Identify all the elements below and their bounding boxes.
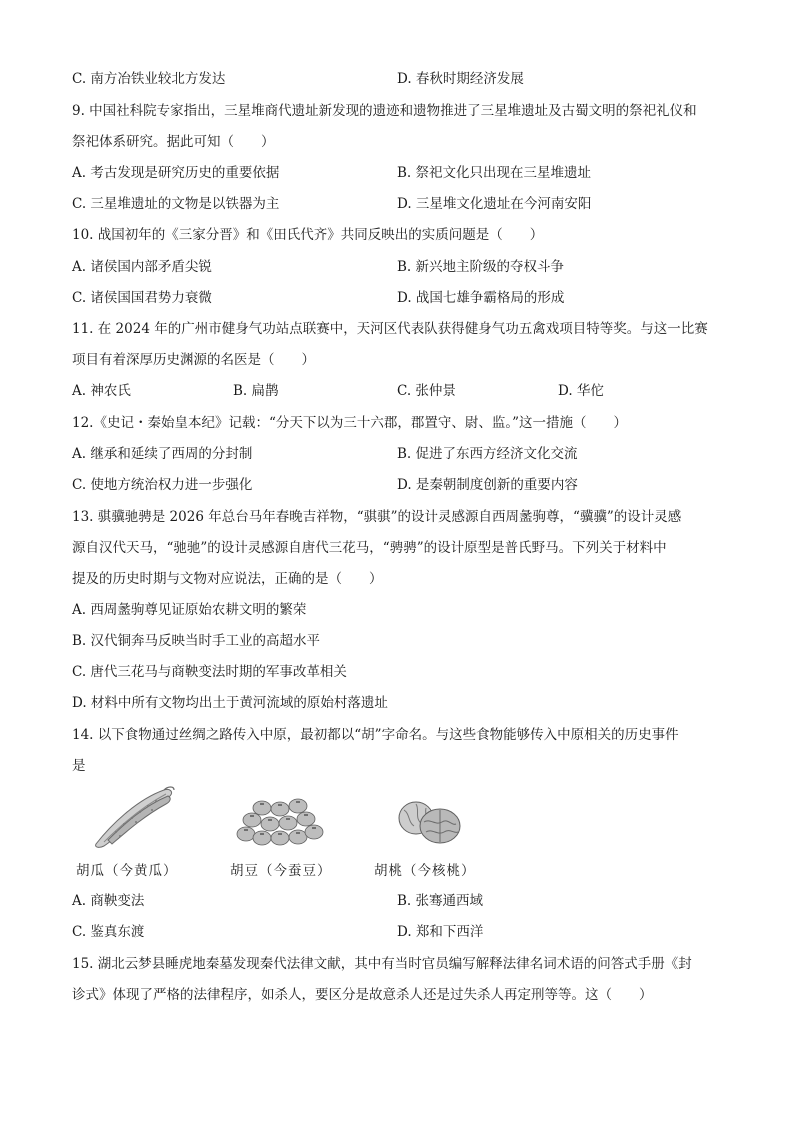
q10-option-d: D. 战国七雄争霸格局的形成: [397, 290, 565, 306]
q12-option-d: D. 是秦朝制度创新的重要内容: [397, 477, 578, 493]
q11-option-c: C. 张仲景: [397, 383, 456, 399]
walnut-image: [394, 796, 464, 846]
q11-stem-line2: 项目有着深厚历史渊源的名医是（ ）: [72, 352, 315, 368]
q10-stem: 10. 战国初年的《三家分晋》和《田氏代齐》共同反映出的实质问题是（ ）: [72, 227, 544, 243]
q12-option-b: B. 促进了东西方经济文化交流: [397, 446, 578, 462]
q11-stem-line1: 11. 在 2024 年的广州市健身气功站点联赛中，天河区代表队获得健身气功五禽戏项目特等奖。与这一比赛: [72, 321, 708, 337]
q8-option-d: D. 春秋时期经济发展: [397, 71, 524, 87]
q8-option-c: C. 南方冶铁业较北方发达: [72, 71, 226, 87]
q14-stem-line2: 是: [72, 758, 86, 774]
q14-option-a: A. 商鞅变法: [72, 893, 145, 909]
q14-option-b: B. 张骞通西域: [397, 893, 484, 909]
q13-option-d: D. 材料中所有文物均出土于黄河流域的原始村落遗址: [72, 695, 388, 711]
q13-stem-line2: 源自汉代天马，“驰驰”的设计灵感源自唐代三花马，“骋骋”的设计原型是普氏野马。下列关于材料中: [72, 540, 667, 556]
q15-stem-line2: 诊式》体现了严格的法律程序，如杀人，要区分是故意杀人还是过失杀人再定刑等等。这（ ）: [72, 987, 653, 1003]
q13-option-a: A. 西周盠驹尊见证原始农耕文明的繁荣: [72, 602, 307, 618]
q13-stem-line3: 提及的历史时期与文物对应说法，正确的是（ ）: [72, 571, 383, 587]
q9-stem-line2: 祭祀体系研究。据此可知（ ）: [72, 134, 275, 150]
q9-stem-line1: 9. 中国社科院专家指出，三星堆商代遗址新发现的遗迹和遗物推进了三星堆遗址及古蜀文明的祭祀礼仪和: [72, 103, 697, 119]
q13-option-b: B. 汉代铜奔马反映当时手工业的高超水平: [72, 633, 321, 649]
walnut-caption: 胡桃（今核桃）: [374, 863, 476, 879]
broad-bean-image: [232, 794, 328, 848]
q12-option-c: C. 使地方统治权力进一步强化: [72, 477, 253, 493]
q9-option-a: A. 考古发现是研究历史的重要依据: [72, 165, 280, 181]
q14-option-c: C. 鉴真东渡: [72, 924, 145, 940]
cucumber-caption: 胡瓜（今黄瓜）: [76, 863, 178, 879]
q11-option-a: A. 神农氏: [72, 383, 131, 399]
q10-option-a: A. 诸侯国内部矛盾尖锐: [72, 259, 212, 275]
q9-option-c: C. 三星堆遗址的文物是以铁器为主: [72, 196, 280, 212]
q15-stem-line1: 15. 湖北云梦县睡虎地秦墓发现秦代法律文献，其中有当时官员编写解释法律名词术语的问答式手册《封: [72, 956, 692, 972]
q11-option-d: D. 华佗: [558, 383, 604, 399]
q13-option-c: C. 唐代三花马与商鞅变法时期的军事改革相关: [72, 664, 347, 680]
q9-option-b: B. 祭祀文化只出现在三星堆遗址: [397, 165, 592, 181]
broad-bean-caption: 胡豆（今蚕豆）: [230, 863, 332, 879]
q13-stem-line1: 13. 骐骥驰骋是 2026 年总台马年春晚吉祥物，“骐骐”的设计灵感源自西周盠驹尊，“骥骥”的设计灵感: [72, 509, 682, 525]
q9-option-d: D. 三星堆文化遗址在今河南安阳: [397, 196, 592, 212]
q10-option-b: B. 新兴地主阶级的夺权斗争: [397, 259, 565, 275]
q14-stem-line1: 14. 以下食物通过丝绸之路传入中原，最初都以“胡”字命名。与这些食物能够传入中原相关的历史事件: [72, 727, 679, 743]
q14-option-d: D. 郑和下西洋: [397, 924, 484, 940]
cucumber-image: [88, 786, 178, 850]
q12-option-a: A. 继承和延续了西周的分封制: [72, 446, 253, 462]
q11-option-b: B. 扁鹊: [233, 383, 279, 399]
q10-option-c: C. 诸侯国国君势力衰微: [72, 290, 212, 306]
q12-stem: 12.《史记・秦始皇本纪》记载：“分天下以为三十六郡，郡置守、尉、监。”这一措施（ ）: [72, 415, 628, 431]
